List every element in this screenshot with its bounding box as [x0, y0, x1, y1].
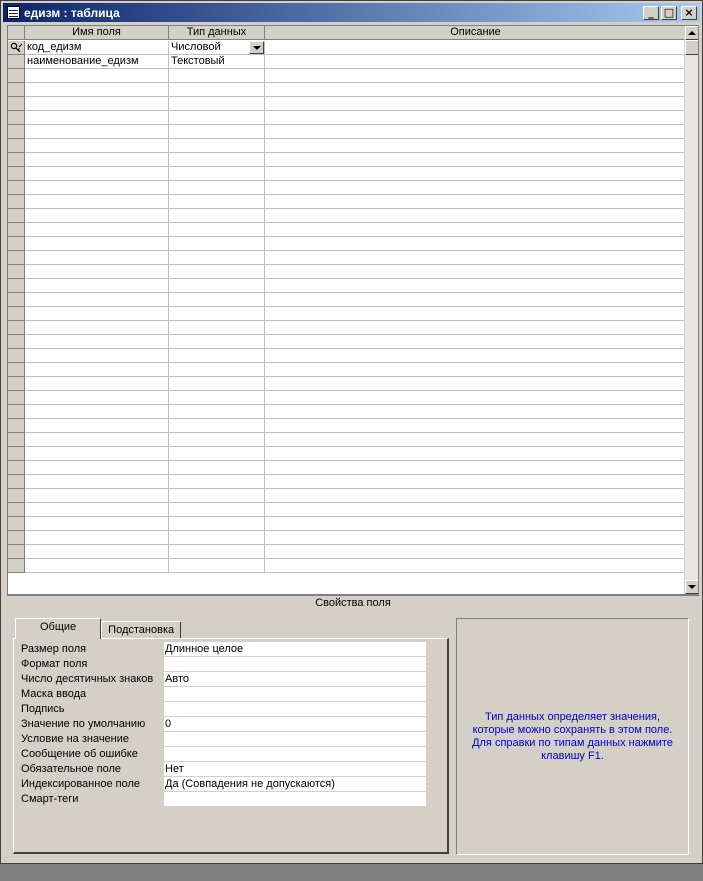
- row-selector[interactable]: [8, 391, 25, 405]
- description-cell[interactable]: [265, 279, 686, 292]
- header-field-name: Имя поля: [25, 26, 169, 40]
- table-row[interactable]: [8, 363, 686, 377]
- property-label: Значение по умолчанию: [21, 718, 146, 730]
- table-row[interactable]: [8, 321, 686, 335]
- table-row[interactable]: [8, 489, 686, 503]
- data-type-cell[interactable]: [169, 55, 265, 68]
- property-value-input[interactable]: [164, 747, 426, 762]
- field-name-cell[interactable]: [25, 69, 169, 82]
- data-type-cell[interactable]: [169, 433, 265, 446]
- data-type-cell[interactable]: [169, 41, 265, 54]
- field-name-cell[interactable]: [25, 475, 169, 488]
- data-type-cell[interactable]: [169, 237, 265, 250]
- row-selector[interactable]: [8, 237, 25, 251]
- data-type-cell[interactable]: [169, 69, 265, 82]
- table-row[interactable]: [8, 279, 686, 293]
- field-name-cell[interactable]: [25, 559, 169, 572]
- data-type-cell[interactable]: [169, 139, 265, 152]
- field-name-cell[interactable]: [25, 321, 169, 334]
- table-row[interactable]: [8, 55, 686, 69]
- description-cell[interactable]: [265, 531, 686, 544]
- field-name-cell[interactable]: [25, 167, 169, 180]
- row-selector[interactable]: [8, 181, 25, 195]
- data-type-cell[interactable]: [169, 391, 265, 404]
- description-cell[interactable]: [265, 349, 686, 362]
- description-cell[interactable]: [265, 195, 686, 208]
- row-selector[interactable]: [8, 559, 25, 573]
- property-label: Размер поля: [21, 643, 87, 655]
- field-name-cell[interactable]: [25, 237, 169, 250]
- description-cell[interactable]: [265, 209, 686, 222]
- description-cell[interactable]: [265, 97, 686, 110]
- row-selector[interactable]: [8, 461, 25, 475]
- field-properties-label: Свойства поля: [7, 595, 699, 609]
- vertical-scrollbar[interactable]: [684, 26, 698, 594]
- grid-rows: [8, 41, 686, 573]
- data-type-value: Текстовый: [171, 55, 225, 67]
- row-selector[interactable]: [8, 83, 25, 97]
- data-type-cell[interactable]: [169, 321, 265, 334]
- row-selector[interactable]: [8, 321, 25, 335]
- description-cell[interactable]: [265, 503, 686, 516]
- description-cell[interactable]: [265, 377, 686, 390]
- table-row[interactable]: [8, 125, 686, 139]
- header-selector[interactable]: [8, 26, 25, 40]
- field-name-cell[interactable]: [25, 83, 169, 96]
- field-name-cell[interactable]: [25, 251, 169, 264]
- description-cell[interactable]: [265, 55, 686, 68]
- description-cell[interactable]: [265, 251, 686, 264]
- description-cell[interactable]: [265, 489, 686, 502]
- property-value-input[interactable]: 0: [164, 717, 426, 732]
- table-row[interactable]: [8, 559, 686, 573]
- table-row[interactable]: [8, 167, 686, 181]
- property-value-input[interactable]: Авто: [164, 672, 426, 687]
- table-row[interactable]: [8, 181, 686, 195]
- help-text: Тип данных определяет значения, которые можно сохранять в этом поле. Для справки по типам данных нажмите клавишу F1.: [472, 710, 673, 762]
- data-type-cell[interactable]: [169, 475, 265, 488]
- table-row[interactable]: [8, 83, 686, 97]
- property-row: [21, 747, 426, 762]
- property-value-input[interactable]: [164, 732, 426, 747]
- description-cell[interactable]: [265, 293, 686, 306]
- property-label: Число десятичных знаков: [21, 673, 154, 685]
- table-row[interactable]: [8, 419, 686, 433]
- property-row: [21, 687, 426, 702]
- row-selector[interactable]: [8, 447, 25, 461]
- description-cell[interactable]: [265, 517, 686, 530]
- scroll-up-arrow-icon[interactable]: [685, 26, 699, 40]
- data-type-cell[interactable]: [169, 349, 265, 362]
- property-label: Сообщение об ошибке: [21, 748, 138, 760]
- property-label: Индексированное поле: [21, 778, 140, 790]
- field-name-cell[interactable]: [25, 461, 169, 474]
- table-row[interactable]: [8, 69, 686, 83]
- data-type-cell[interactable]: [169, 293, 265, 306]
- field-name-cell[interactable]: [25, 97, 169, 110]
- table-row[interactable]: [8, 209, 686, 223]
- row-selector[interactable]: [8, 209, 25, 223]
- grid-header: [8, 26, 686, 40]
- data-type-cell[interactable]: [169, 153, 265, 166]
- field-name-cell[interactable]: наименование_едизм: [25, 55, 169, 68]
- property-row: [21, 717, 426, 732]
- table-row[interactable]: [8, 405, 686, 419]
- field-name-cell[interactable]: [25, 265, 169, 278]
- description-cell[interactable]: [265, 335, 686, 348]
- row-selector[interactable]: [8, 503, 25, 517]
- property-value-input[interactable]: [164, 657, 426, 672]
- table-row[interactable]: [8, 447, 686, 461]
- property-row: [21, 732, 426, 747]
- description-cell[interactable]: [265, 237, 686, 250]
- data-type-cell[interactable]: [169, 405, 265, 418]
- field-name-cell[interactable]: [25, 139, 169, 152]
- field-name-cell[interactable]: [25, 489, 169, 502]
- data-type-cell[interactable]: [169, 461, 265, 474]
- description-cell[interactable]: [265, 321, 686, 334]
- data-type-cell[interactable]: [169, 503, 265, 516]
- description-cell[interactable]: [265, 545, 686, 558]
- field-name-cell[interactable]: [25, 503, 169, 516]
- field-name-cell[interactable]: [25, 111, 169, 124]
- field-name-cell[interactable]: [25, 433, 169, 446]
- field-name-cell[interactable]: [25, 125, 169, 138]
- description-cell[interactable]: [265, 461, 686, 474]
- tab-lookup[interactable]: Подстановка: [101, 621, 181, 639]
- title-bar[interactable]: [3, 3, 700, 22]
- field-name-cell[interactable]: [25, 377, 169, 390]
- table-row[interactable]: [8, 377, 686, 391]
- row-selector[interactable]: [8, 251, 25, 265]
- description-cell[interactable]: [265, 265, 686, 278]
- field-name-cell[interactable]: [25, 545, 169, 558]
- description-cell[interactable]: [265, 405, 686, 418]
- property-row: [21, 762, 426, 777]
- table-row[interactable]: [8, 153, 686, 167]
- table-row[interactable]: [8, 433, 686, 447]
- row-selector[interactable]: [8, 433, 25, 447]
- data-type-cell[interactable]: [169, 531, 265, 544]
- data-type-cell[interactable]: [169, 419, 265, 432]
- row-selector[interactable]: [8, 545, 25, 559]
- data-type-cell[interactable]: [169, 559, 265, 572]
- maximize-button[interactable]: □: [661, 6, 677, 20]
- field-name-cell[interactable]: [25, 419, 169, 432]
- row-selector[interactable]: [8, 531, 25, 545]
- field-name-cell[interactable]: [25, 223, 169, 236]
- row-selector[interactable]: [8, 363, 25, 377]
- field-name-cell[interactable]: код_едизм: [25, 41, 169, 54]
- table-row[interactable]: [8, 41, 686, 55]
- field-name-cell[interactable]: [25, 279, 169, 292]
- general-properties-panel: [13, 638, 449, 854]
- row-selector[interactable]: [8, 405, 25, 419]
- row-selector[interactable]: [8, 517, 25, 531]
- row-selector[interactable]: [8, 377, 25, 391]
- description-cell[interactable]: [265, 153, 686, 166]
- table-row[interactable]: [8, 195, 686, 209]
- property-value-input[interactable]: [164, 702, 426, 717]
- data-type-cell[interactable]: [169, 307, 265, 320]
- description-cell[interactable]: [265, 363, 686, 376]
- description-cell[interactable]: [265, 111, 686, 124]
- field-name-cell[interactable]: [25, 349, 169, 362]
- field-name-cell[interactable]: [25, 181, 169, 194]
- field-design-grid: [7, 25, 699, 595]
- table-row[interactable]: [8, 335, 686, 349]
- property-row: [21, 792, 426, 807]
- row-selector[interactable]: [8, 195, 25, 209]
- minimize-button[interactable]: _: [643, 6, 659, 20]
- data-type-cell[interactable]: [169, 265, 265, 278]
- field-name-cell[interactable]: [25, 447, 169, 460]
- field-name-cell[interactable]: [25, 293, 169, 306]
- field-name-cell[interactable]: [25, 391, 169, 404]
- property-label: Формат поля: [21, 658, 88, 670]
- table-row[interactable]: [8, 503, 686, 517]
- data-type-cell[interactable]: [169, 517, 265, 530]
- description-cell[interactable]: [265, 419, 686, 432]
- property-row: [21, 657, 426, 672]
- property-row: [21, 777, 426, 792]
- data-type-cell[interactable]: [169, 223, 265, 236]
- data-type-cell[interactable]: [169, 251, 265, 264]
- table-row[interactable]: [8, 531, 686, 545]
- table-row[interactable]: [8, 545, 686, 559]
- property-label: Обязательное поле: [21, 763, 122, 775]
- row-selector[interactable]: [8, 419, 25, 433]
- chevron-down-icon[interactable]: [249, 41, 264, 54]
- description-cell[interactable]: [265, 223, 686, 236]
- data-type-cell[interactable]: [169, 377, 265, 390]
- property-row: [21, 702, 426, 717]
- table-row[interactable]: [8, 223, 686, 237]
- data-type-cell[interactable]: [169, 279, 265, 292]
- field-name-cell[interactable]: [25, 405, 169, 418]
- row-selector[interactable]: [8, 489, 25, 503]
- property-label: Смарт-теги: [21, 793, 79, 805]
- description-cell[interactable]: [265, 83, 686, 96]
- field-name-cell[interactable]: [25, 335, 169, 348]
- table-row[interactable]: [8, 475, 686, 489]
- row-selector[interactable]: [8, 139, 25, 153]
- property-value-input[interactable]: [164, 687, 426, 702]
- data-type-cell[interactable]: [169, 97, 265, 110]
- property-value-input[interactable]: Нет: [164, 762, 426, 777]
- scroll-down-arrow-icon[interactable]: [685, 580, 699, 594]
- data-type-cell[interactable]: [169, 125, 265, 138]
- property-label: Условие на значение: [21, 733, 130, 745]
- row-selector[interactable]: [8, 153, 25, 167]
- row-selector[interactable]: [8, 97, 25, 111]
- field-name-cell[interactable]: [25, 531, 169, 544]
- table-row[interactable]: [8, 251, 686, 265]
- field-name-cell[interactable]: [25, 153, 169, 166]
- description-cell[interactable]: [265, 433, 686, 446]
- table-row[interactable]: [8, 293, 686, 307]
- field-name-cell[interactable]: [25, 209, 169, 222]
- table-row[interactable]: [8, 139, 686, 153]
- row-selector[interactable]: [8, 41, 25, 55]
- property-row: [21, 642, 426, 657]
- field-name-cell[interactable]: [25, 195, 169, 208]
- data-type-cell[interactable]: [169, 363, 265, 376]
- data-type-cell[interactable]: [169, 167, 265, 180]
- data-type-cell[interactable]: [169, 489, 265, 502]
- close-button[interactable]: ×: [681, 6, 697, 20]
- data-type-cell[interactable]: [169, 83, 265, 96]
- property-value-input[interactable]: Да (Совпадения не допускаются): [164, 777, 426, 792]
- row-selector[interactable]: [8, 223, 25, 237]
- table-row[interactable]: [8, 517, 686, 531]
- table-row[interactable]: [8, 97, 686, 111]
- data-type-cell[interactable]: [169, 181, 265, 194]
- data-type-cell[interactable]: [169, 335, 265, 348]
- table-row[interactable]: [8, 111, 686, 125]
- property-label: Подпись: [21, 703, 65, 715]
- table-row[interactable]: [8, 461, 686, 475]
- scroll-thumb[interactable]: [685, 40, 699, 55]
- row-selector[interactable]: [8, 279, 25, 293]
- property-value-input[interactable]: [164, 792, 426, 807]
- properties-tabs: [15, 619, 181, 639]
- tab-general[interactable]: Общие: [15, 618, 101, 639]
- description-cell[interactable]: [265, 559, 686, 572]
- table-row[interactable]: [8, 391, 686, 405]
- row-selector[interactable]: [8, 111, 25, 125]
- description-cell[interactable]: [265, 167, 686, 180]
- row-selector[interactable]: [8, 307, 25, 321]
- data-type-cell[interactable]: [169, 447, 265, 460]
- table-row[interactable]: [8, 349, 686, 363]
- data-type-cell[interactable]: [169, 545, 265, 558]
- description-cell[interactable]: [265, 125, 686, 138]
- field-name-cell[interactable]: [25, 307, 169, 320]
- help-panel: [456, 618, 689, 855]
- data-type-cell[interactable]: [169, 195, 265, 208]
- row-selector[interactable]: [8, 55, 25, 69]
- description-cell[interactable]: [265, 475, 686, 488]
- description-cell[interactable]: [265, 391, 686, 404]
- row-selector[interactable]: [8, 335, 25, 349]
- field-name-cell[interactable]: [25, 517, 169, 530]
- description-cell[interactable]: [265, 69, 686, 82]
- property-row: [21, 672, 426, 687]
- data-type-cell[interactable]: [169, 209, 265, 222]
- description-cell[interactable]: [265, 41, 686, 54]
- data-type-cell[interactable]: [169, 111, 265, 124]
- description-cell[interactable]: [265, 139, 686, 152]
- table-row[interactable]: [8, 237, 686, 251]
- property-label: Маска ввода: [21, 688, 87, 700]
- row-selector[interactable]: [8, 69, 25, 83]
- description-cell[interactable]: [265, 307, 686, 320]
- table-row[interactable]: [8, 307, 686, 321]
- row-selector[interactable]: [8, 167, 25, 181]
- row-selector[interactable]: [8, 475, 25, 489]
- window-title: едизм : таблица: [24, 5, 120, 20]
- description-cell[interactable]: [265, 447, 686, 460]
- data-type-value: Числовой: [171, 41, 221, 53]
- header-data-type: Тип данных: [169, 26, 265, 40]
- table-row[interactable]: [8, 265, 686, 279]
- row-selector[interactable]: [8, 349, 25, 363]
- primary-key-icon: [10, 42, 22, 53]
- header-description: Описание: [450, 26, 501, 38]
- description-cell[interactable]: [265, 181, 686, 194]
- field-name-cell[interactable]: [25, 363, 169, 376]
- row-selector[interactable]: [8, 125, 25, 139]
- row-selector[interactable]: [8, 293, 25, 307]
- row-selector[interactable]: [8, 265, 25, 279]
- property-value-input[interactable]: Длинное целое: [164, 642, 426, 657]
- table-icon: [7, 6, 20, 19]
